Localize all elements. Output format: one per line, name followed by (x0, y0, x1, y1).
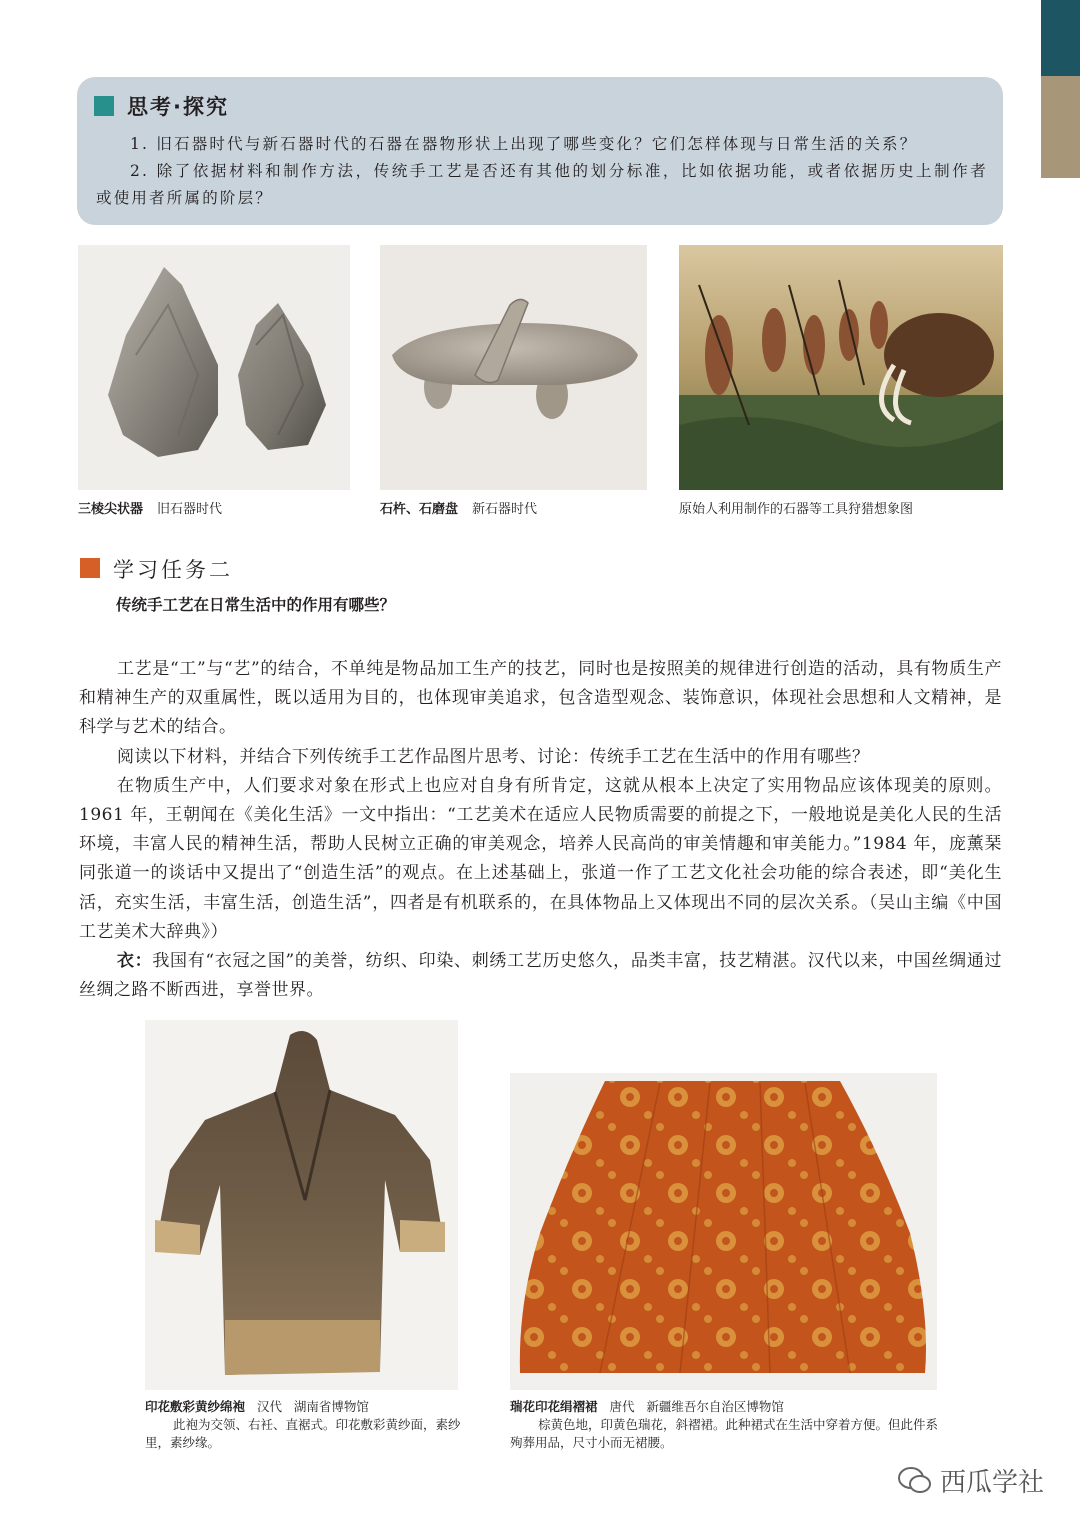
skirt-era: 唐代 (609, 1399, 635, 1414)
hunting-painting-caption: 原始人利用制作的石器等工具狩猎想象图 (679, 502, 914, 517)
skirt-photo (510, 1073, 937, 1390)
robe-caption (145, 1398, 465, 1452)
stone-point-caption (78, 498, 222, 517)
body-paragraph: 工艺是“工”与“艺”的结合，不单纯是物品加工生产的技艺，同时也是按照美的规律进行创造的活动，具有物质生产和精神生产的双重属性，既以适用为目的，也体现审美追求，包含造型观念、装饰意识，体现社会思想和人文精神，是科学与艺术的结合。 (79, 659, 1002, 738)
body-text (79, 655, 1002, 1005)
grinding-stone-caption (380, 498, 537, 517)
caption-era: 新石器时代 (472, 502, 538, 517)
body-paragraph (79, 947, 1002, 1005)
hunting-painting-photo (679, 245, 1003, 490)
clothing-text: 我国有“衣冠之国”的美誉，纺织、印染、刺绣工艺历史悠久，品类丰富，技艺精湛。汉代以来，中国丝绸通过丝绸之路不断西进，享誉世界。 (79, 951, 1002, 1001)
skirt-caption (510, 1398, 940, 1452)
clothing-label: 衣： (117, 951, 153, 972)
skirt-description: 棕黄色地，印黄色瑞花，斜褶裙。此种裙式在生活中穿着方便。但此件系殉葬用品，尺寸小而无裙腰。 (510, 1417, 939, 1450)
robe-photo (145, 1020, 458, 1390)
task-square-icon (80, 558, 100, 578)
think-question-2: 2. 除了依据材料和制作方法，传统手工艺是否还有其他的划分标准，比如依据功能，或者依据历史上制作者或使用者所属的阶层？ (96, 162, 988, 207)
robe-name: 印花敷彩黄纱绵袍 (145, 1399, 246, 1414)
caption-era: 旧石器时代 (157, 502, 223, 517)
skirt-caption-head (510, 1398, 940, 1416)
skirt-museum: 新疆维吾尔自治区博物馆 (646, 1399, 784, 1414)
robe-caption-head (145, 1398, 465, 1416)
edge-tab-top (1041, 0, 1080, 76)
think-question-1: 1. 旧石器时代与新石器时代的石器在器物形状上出现了哪些变化？它们怎样体现与日常生活的关系？ (130, 135, 918, 153)
chat-bubble-icon (898, 1466, 932, 1496)
robe-description: 此袍为交领、右衽、直裾式。印花敷彩黄纱面，素纱里，素纱缘。 (145, 1417, 461, 1450)
watermark (898, 1462, 1044, 1499)
robe-era: 汉代 (256, 1399, 282, 1414)
watermark-text: 西瓜学社 (940, 1468, 1045, 1498)
caption-name: 石杵、石磨盘 (380, 502, 459, 517)
think-title: 思考·探究 (127, 95, 229, 119)
task-question: 传统手工艺在日常生活中的作用有哪些？ (116, 596, 396, 614)
task-title: 学习任务二 (113, 558, 233, 582)
body-paragraph: 阅读以下材料，并结合下列传统手工艺作品图片思考、讨论：传统手工艺在生活中的作用有哪些？ (117, 746, 870, 767)
grinding-stone-photo (380, 245, 647, 490)
body-paragraph: 在物质生产中，人们要求对象在形式上也应对自身有所肯定，这就从根本上决定了实用物品应该体现美的原则。1961 年，王朝闻在《美化生活》一文中指出：“工艺美术在适应人民物质需要的前提之下，一般地说是美化人民的生活环境，丰富人民的精神生活，帮助人民树立正确的审美观念，培养人民高尚的审美情趣和审美能力。”1984 年，庞薰琹同张道一的谈话中又提出了“创造生活”的观点。在上述基础上，张道一作了工艺文化社会功能的综合表述，即“美化生活，充实生活，丰富生活，创造生活”，四者是有机联系的，在具体物品上又体现出不同的层次关系。（吴山主编《中国工艺美术大辞典》） (79, 775, 1002, 942)
think-square-icon (94, 96, 114, 116)
robe-museum: 湖南省博物馆 (293, 1399, 369, 1414)
stone-point-photo (78, 245, 350, 490)
skirt-name: 瑞花印花绢褶裙 (510, 1399, 598, 1414)
edge-tab-bottom (1041, 76, 1080, 178)
caption-name: 三棱尖状器 (78, 502, 144, 517)
